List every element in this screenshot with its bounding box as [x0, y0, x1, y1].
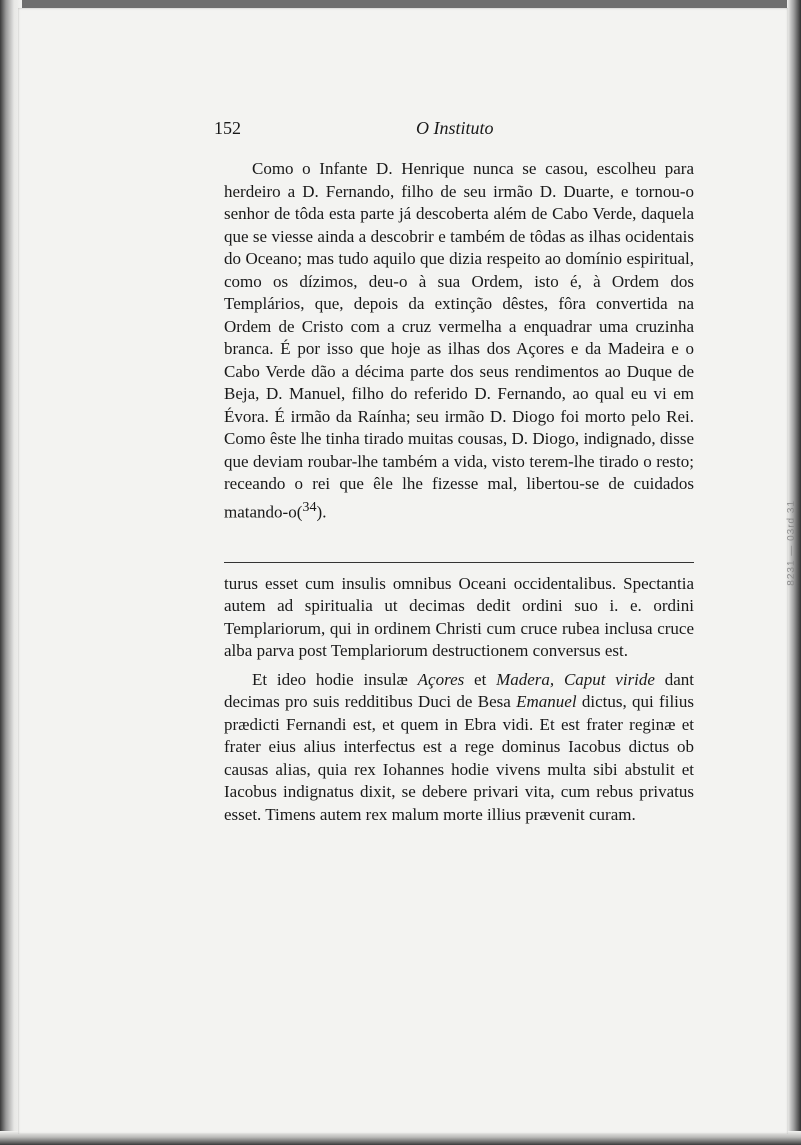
footnote-separator-rule: [224, 562, 694, 563]
footnote-middle: dant decimas pro suis redditibus Duci de Besa: [224, 669, 695, 712]
footnote-term-acores: Açores: [417, 669, 465, 689]
main-paragraph-block: [204, 158, 694, 524]
main-paragraph-text: Como o Infante D. Henrique nunca se casou, escolheu para herdeiro a D. Fernando, filho de seu irmão D. Duarte, e tornou-o senhor de tôda esta parte já descoberta além de Cabo Verde, daquela que se viesse ainda a descobrir e também de tôdas as ilhas ocidentais do Oceano; mas tudo aquilo que dizia respeito ao domínio espiritual, como os dízimos, deu-o à sua Ordem, isto é, à Ordem dos Templários, que, depois da extinção dêstes, fôra convertida na Ordem de Cristo com a cruz vermelha a enquadrar uma cruzinha branca. É por isso que hoje as ilhas dos Açores e da Madeira e o Cabo Verde dão a décima parte dos seus rendimentos ao Duque de Beja, D. Manuel, filho do referido D. Fernando, ao qual eu vi em Évora. É irmão da Raínha; seu irmão D. Diogo foi morto pelo Rei. Como êste lhe tinha tirado muitas cousas, D. Diogo, indignado, disse que deviam roubar-lhe também a vida, visto terem-lhe tirado o resto; receando o rei que êle lhe fizesse mal, libertou-se de cuidados matando-o: [224, 159, 694, 522]
footnote-connector: et: [474, 669, 487, 689]
footnote-block: [204, 573, 694, 827]
footnote-reference: 34: [302, 498, 317, 515]
footnote-paragraph-1: turus esset cum insulis omnibus Oceani occidentalibus. Spectantia autem ad spiritualia ut decimas dedit ordini suo i. e. ordini Templariorum, qui in ordinem Christi cum cruce rubea inclusa cruce alba parva post Templariorum destructionem conversus est.: [224, 573, 694, 661]
side-margin-annotation: 8231 — 03rd 31: [786, 500, 797, 586]
running-title: O Instituto: [416, 118, 494, 138]
footnote-term-madera: Madera,: [496, 669, 555, 689]
footnote-paragraph-2: [224, 669, 694, 827]
footnote-term-emanuel: Emanuel: [516, 692, 577, 712]
footnote-prefix: Et ideo hodie insulæ: [252, 669, 408, 689]
page-number: 152: [214, 118, 241, 138]
footnote-ending: dictus, qui filius prædicti Fernandi est, et quem in Ebra vidi. Et est frater reginæ et frater eius alius interfectus est a rege dominus Iacobus dictus ob causas alias, quia rex Iohannes hodie vivens multa sibi abstulit et Iacobus indignatus dixit, se debere privari vita, cum rebus privatus esset. Timens autem rex malum morte illius prævenit curam.: [224, 692, 695, 824]
main-paragraph-end: .: [322, 502, 327, 522]
running-head: [204, 112, 694, 138]
page-content: [204, 112, 694, 826]
scanned-book-page: [18, 8, 788, 1134]
footnote-term-caput-viride: Caput viride: [563, 669, 655, 689]
main-paragraph: Como o Infante D. Henrique nunca se casou, escolheu para herdeiro a D. Fernando, filho de seu irmão D. Duarte, e tornou-o senhor de tôda esta parte já descoberta além de Cabo Verde, daquela que se viesse ainda a descobrir e também de tôdas as ilhas ocidentais do Oceano; mas tudo aquilo que dizia respeito ao domínio espiritual, como os dízimos, deu-o à sua Ordem, isto é, à Ordem dos Templários, que, depois da extinção dêstes, fôra convertida na Ordem de Cristo com a cruz vermelha a enquadrar uma cruzinha branca. É por isso que hoje as ilhas dos Açores e da Madeira e o Cabo Verde dão a décima parte dos seus rendimentos ao Duque de Beja, D. Manuel, filho do referido D. Fernando, ao qual eu vi em Évora. É irmão da Raínha; seu irmão D. Diogo foi morto pelo Rei. Como êste lhe tinha tirado muitas cousas, D. Diogo, indignado, disse que deviam roubar-lhe também a vida, visto terem-lhe tirado o resto; receando o rei que êle lhe fizesse mal, libertou-se de cuidados matando-o($^{34}$).: [224, 159, 694, 522]
